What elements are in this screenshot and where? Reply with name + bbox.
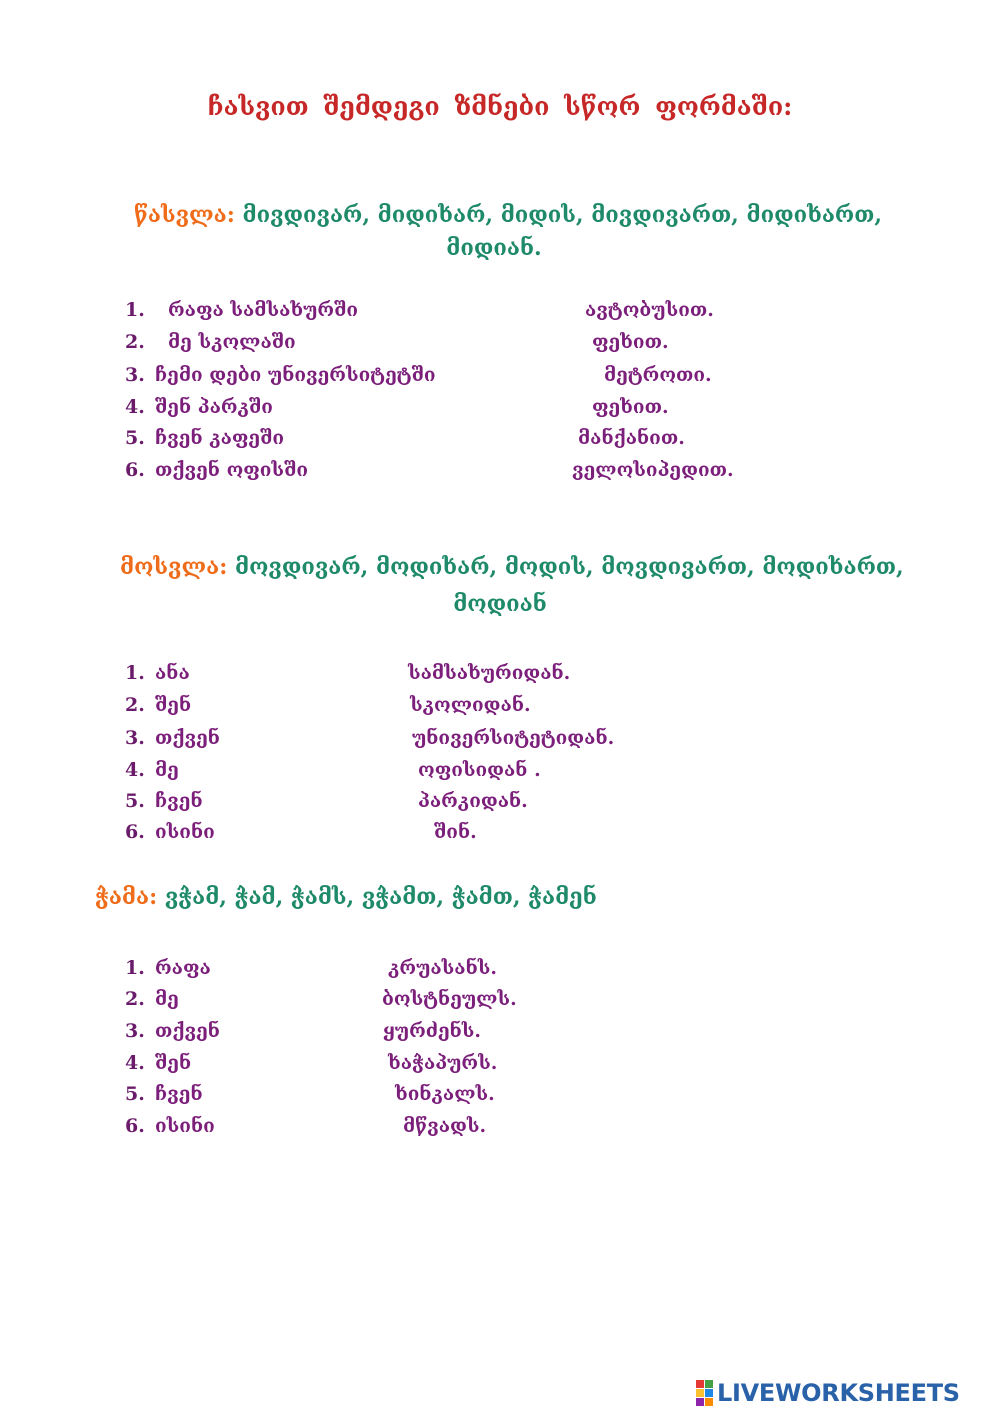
item-subject: ჩვენ	[155, 1083, 203, 1105]
item-subject: მე	[155, 988, 179, 1010]
item-number: 6.	[125, 459, 145, 481]
logo-text: LIVEWORKSHEETS	[717, 1379, 960, 1407]
item-number: 2.	[125, 331, 145, 353]
item-number: 5.	[125, 427, 145, 449]
item-subject: ანა	[155, 662, 190, 684]
item-object: მანქანით.	[578, 427, 685, 449]
item-subject: შენ	[155, 1052, 192, 1074]
item-subject: შენ პარკში	[155, 396, 273, 418]
item-subject: ისინი	[155, 821, 215, 843]
logo-mark-icon	[696, 1380, 713, 1406]
item-subject: შენ	[155, 694, 192, 716]
item-subject: ჩემი დები უნივერსიტეტში	[155, 364, 436, 386]
item-number: 4.	[125, 759, 145, 781]
item-number: 2.	[125, 694, 145, 716]
item-subject: მე	[155, 759, 179, 781]
item-object: მეტროთი.	[604, 364, 712, 386]
item-object: სამსახურიდან.	[408, 662, 571, 684]
section-heading-mosvla	[120, 554, 904, 580]
section-heading-wasvla	[134, 202, 882, 228]
item-subject: მე სკოლაში	[168, 331, 296, 353]
item-number: 2.	[125, 988, 145, 1010]
item-object: ხინკალს.	[395, 1083, 495, 1105]
item-number: 1.	[125, 662, 145, 684]
section-verbs: მივდივარ, მიდიხარ, მიდის, მივდივართ, მიდიხართ,	[242, 202, 882, 228]
item-subject: ჩვენ კაფეში	[155, 427, 285, 449]
item-subject: ისინი	[155, 1115, 215, 1137]
item-number: 3.	[125, 1020, 145, 1042]
section-label: ჭამა:	[95, 884, 158, 910]
section-verbs: მოვდივარ, მოდიხარ, მოდის, მოვდივართ, მოდიხართ,	[235, 554, 904, 580]
section-heading-chama	[95, 884, 597, 910]
item-subject: თქვენ	[155, 1020, 220, 1042]
item-number: 4.	[125, 396, 145, 418]
item-object: მწვადს.	[403, 1115, 487, 1137]
item-object: ველოსიპედით.	[572, 459, 734, 481]
item-number: 3.	[125, 364, 145, 386]
item-object: ოფისიდან .	[418, 759, 541, 781]
item-object: ავტობუსით.	[585, 299, 714, 321]
section-verbs-continued: მიდიან.	[446, 235, 542, 261]
liveworksheets-logo[interactable]	[696, 1378, 960, 1408]
item-object: ხაჭაპურს.	[388, 1052, 498, 1074]
item-object: შინ.	[434, 821, 477, 843]
item-number: 4.	[125, 1052, 145, 1074]
item-object: ყურძენს.	[383, 1020, 482, 1042]
item-object: სკოლიდან.	[410, 694, 531, 716]
item-object: ფეხით.	[592, 331, 669, 353]
section-label: მოსვლა:	[120, 554, 228, 580]
item-number: 1.	[125, 957, 145, 979]
item-number: 6.	[125, 821, 145, 843]
item-number: 6.	[125, 1115, 145, 1137]
worksheet-title: ჩასვით შემდეგი ზმნები სწორ ფორმაში:	[207, 92, 793, 121]
item-subject: თქვენ	[155, 727, 220, 749]
item-number: 3.	[125, 727, 145, 749]
item-subject: რაფა	[155, 957, 211, 979]
section-verbs: ვჭამ, ჭამ, ჭამს, ვჭამთ, ჭამთ, ჭამენ	[164, 884, 597, 910]
item-object: კრუასანს.	[388, 957, 497, 979]
item-subject: ჩვენ	[155, 790, 203, 812]
section-label: წასვლა:	[134, 202, 235, 228]
item-object: პარკიდან.	[418, 790, 528, 812]
item-subject: რაფა სამსახურში	[168, 299, 359, 321]
item-number: 5.	[125, 1083, 145, 1105]
item-object: ფეხით.	[592, 396, 669, 418]
item-object: უნივერსიტეტიდან.	[412, 727, 615, 749]
item-number: 5.	[125, 790, 145, 812]
section-verbs-continued: მოდიან	[453, 591, 547, 617]
item-subject: თქვენ ოფისში	[155, 459, 309, 481]
item-number: 1.	[125, 299, 145, 321]
item-object: ბოსტნეულს.	[382, 988, 517, 1010]
